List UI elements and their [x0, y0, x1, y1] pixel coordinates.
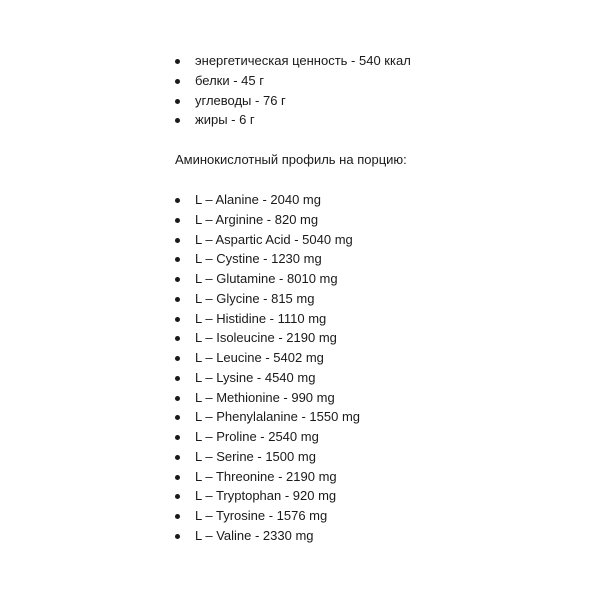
- amino-item-text: L – Arginine - 820 mg: [195, 211, 319, 227]
- nutrition-item-text: энергетическая ценность - 540 ккал: [195, 53, 411, 68]
- list-item: [0, 506, 600, 526]
- amino-acid-list: [0, 190, 600, 546]
- bullet-icon: [175, 455, 180, 460]
- list-item: [0, 309, 600, 329]
- nutrition-item-text: углеводы - 76 г: [195, 92, 286, 108]
- bullet-icon: [175, 118, 180, 123]
- bullet-icon: [175, 297, 180, 302]
- bullet-icon: [175, 257, 180, 262]
- amino-item-text: L – Aspartic Acid - 5040 mg: [195, 231, 353, 247]
- amino-item-text: L – Valine - 2330 mg: [195, 527, 314, 543]
- amino-item-text: L – Alanine - 2040 mg: [195, 192, 321, 207]
- amino-item-text: L – Leucine - 5402 mg: [195, 350, 324, 365]
- nutrition-item-text: белки - 45 г: [195, 72, 264, 88]
- list-item: [0, 249, 600, 269]
- list-item: [0, 447, 600, 467]
- list-item: [0, 110, 600, 130]
- list-item: [0, 407, 600, 427]
- nutrition-list: [0, 51, 600, 130]
- list-item: [0, 388, 600, 408]
- bullet-icon: [175, 356, 180, 361]
- bullet-icon: [175, 336, 180, 341]
- bullet-icon: [175, 59, 180, 64]
- bullet-icon: [175, 238, 180, 243]
- bullet-icon: [175, 376, 180, 381]
- amino-item-text: L – Methionine - 990 mg: [195, 389, 335, 405]
- amino-item-text: L – Phenylalanine - 1550 mg: [195, 409, 361, 425]
- amino-item-text: L – Cystine - 1230 mg: [195, 251, 322, 267]
- list-item: [0, 269, 600, 289]
- amino-profile-heading: Аминокислотный профиль на порцию:: [175, 152, 407, 167]
- amino-item-text: L – Histidine - 1110 mg: [195, 310, 327, 326]
- bullet-icon: [175, 79, 180, 84]
- list-item: [0, 190, 600, 210]
- list-item: [0, 467, 600, 487]
- bullet-icon: [175, 396, 180, 401]
- bullet-icon: [175, 494, 180, 499]
- list-item: [0, 289, 600, 309]
- bullet-icon: [175, 435, 180, 440]
- bullet-icon: [175, 317, 180, 322]
- list-item: [0, 230, 600, 250]
- nutrition-item-text: жиры - 6 г: [195, 112, 255, 128]
- amino-item-text: L – Serine - 1500 mg: [195, 448, 316, 464]
- bullet-icon: [175, 218, 180, 223]
- amino-item-text: L – Isoleucine - 2190 mg: [195, 330, 337, 346]
- list-item: [0, 91, 600, 111]
- list-item: [0, 71, 600, 91]
- bullet-icon: [175, 99, 180, 104]
- list-item: [0, 328, 600, 348]
- amino-item-text: L – Glutamine - 8010 mg: [195, 271, 338, 286]
- bullet-icon: [175, 514, 180, 519]
- bullet-icon: [175, 277, 180, 282]
- amino-item-text: L – Proline - 2540 mg: [195, 429, 319, 444]
- list-item: [0, 210, 600, 230]
- bullet-icon: [175, 475, 180, 480]
- list-item: [0, 348, 600, 368]
- amino-item-text: L – Tyrosine - 1576 mg: [195, 508, 328, 523]
- amino-item-text: L – Lysine - 4540 mg: [195, 369, 316, 385]
- list-item: [0, 486, 600, 506]
- bullet-icon: [175, 415, 180, 420]
- amino-item-text: L – Glycine - 815 mg: [195, 290, 315, 306]
- amino-item-text: L – Threonine - 2190 mg: [195, 468, 337, 484]
- list-item: [0, 368, 600, 388]
- amino-item-text: L – Tryptophan - 920 mg: [195, 488, 337, 504]
- bullet-icon: [175, 534, 180, 539]
- list-item: [0, 526, 600, 546]
- list-item: [0, 51, 600, 71]
- bullet-icon: [175, 198, 180, 203]
- list-item: [0, 427, 600, 447]
